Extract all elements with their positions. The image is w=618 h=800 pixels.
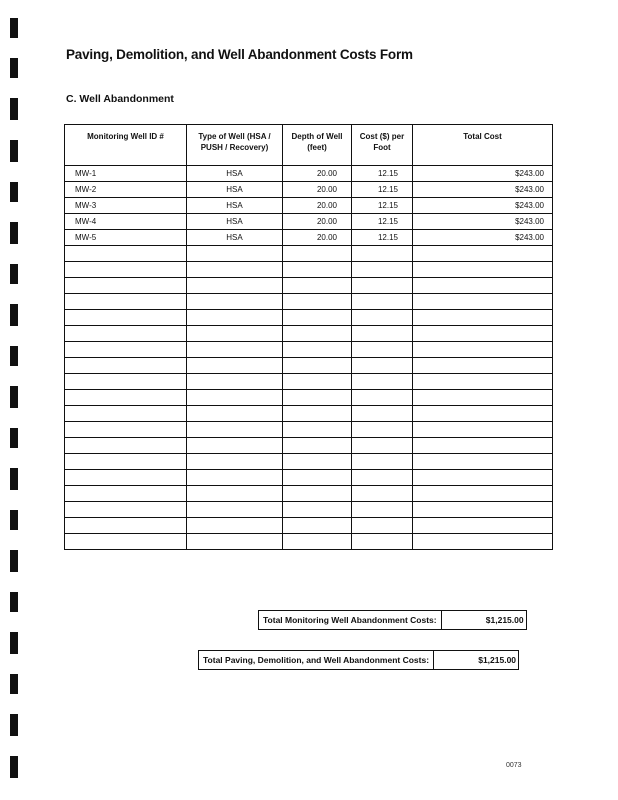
empty-cell (65, 390, 187, 406)
table-row-empty (65, 486, 553, 502)
empty-cell (413, 358, 553, 374)
cell-total: $243.00 (413, 166, 553, 182)
empty-cell (283, 246, 352, 262)
cell-well-id: MW-2 (65, 182, 187, 198)
empty-cell (352, 438, 413, 454)
cell-total: $243.00 (413, 198, 553, 214)
binder-mark (10, 222, 18, 244)
table-row-empty (65, 518, 553, 534)
empty-cell (187, 310, 283, 326)
empty-cell (413, 374, 553, 390)
empty-cell (65, 534, 187, 550)
table-row-empty (65, 310, 553, 326)
cell-depth: 20.00 (283, 166, 352, 182)
empty-cell (187, 374, 283, 390)
empty-cell (413, 390, 553, 406)
empty-cell (352, 326, 413, 342)
cell-depth: 20.00 (283, 230, 352, 246)
page-number: 0073 (506, 762, 522, 769)
empty-cell (413, 406, 553, 422)
empty-cell (283, 278, 352, 294)
section-title: C. Well Abandonment (66, 93, 174, 105)
binder-mark (10, 632, 18, 654)
binder-mark (10, 386, 18, 408)
binder-mark (10, 304, 18, 326)
binder-mark (10, 674, 18, 694)
empty-cell (413, 326, 553, 342)
table-row-empty (65, 422, 553, 438)
empty-cell (187, 390, 283, 406)
empty-cell (65, 358, 187, 374)
cell-well-id: MW-4 (65, 214, 187, 230)
cell-cost-per-foot: 12.15 (352, 166, 413, 182)
table-row-empty (65, 454, 553, 470)
empty-cell (283, 390, 352, 406)
empty-cell (352, 502, 413, 518)
cell-type: HSA (187, 214, 283, 230)
cell-type: HSA (187, 182, 283, 198)
binder-mark (10, 510, 18, 530)
table-row-empty (65, 246, 553, 262)
binder-mark (10, 140, 18, 162)
table-row-empty (65, 326, 553, 342)
empty-cell (187, 278, 283, 294)
cell-well-id: MW-3 (65, 198, 187, 214)
empty-cell (187, 502, 283, 518)
empty-cell (187, 246, 283, 262)
table-row-empty (65, 278, 553, 294)
empty-cell (187, 470, 283, 486)
empty-cell (413, 454, 553, 470)
cell-depth: 20.00 (283, 198, 352, 214)
page-title: Paving, Demolition, and Well Abandonment Costs Form (66, 47, 413, 62)
empty-cell (352, 374, 413, 390)
empty-cell (283, 502, 352, 518)
binder-mark (10, 98, 18, 120)
table-row-empty (65, 358, 553, 374)
well-abandonment-table (64, 124, 553, 550)
empty-cell (283, 422, 352, 438)
empty-cell (352, 518, 413, 534)
col-header-depth: Depth of Well (feet) (283, 125, 352, 166)
empty-cell (187, 438, 283, 454)
empty-cell (413, 438, 553, 454)
empty-cell (413, 534, 553, 550)
empty-cell (352, 422, 413, 438)
empty-cell (65, 246, 187, 262)
empty-cell (283, 486, 352, 502)
empty-cell (65, 278, 187, 294)
empty-cell (65, 438, 187, 454)
col-header-total: Total Cost (413, 125, 553, 166)
cell-well-id: MW-1 (65, 166, 187, 182)
empty-cell (352, 294, 413, 310)
table-row-empty (65, 262, 553, 278)
empty-cell (283, 374, 352, 390)
empty-cell (352, 358, 413, 374)
empty-cell (413, 342, 553, 358)
empty-cell (187, 358, 283, 374)
empty-cell (283, 294, 352, 310)
empty-cell (65, 454, 187, 470)
empty-cell (283, 326, 352, 342)
empty-cell (65, 518, 187, 534)
binder-mark (10, 58, 18, 78)
cell-total: $243.00 (413, 230, 553, 246)
empty-cell (65, 422, 187, 438)
empty-cell (413, 278, 553, 294)
monitoring-total-box (258, 610, 527, 630)
binder-mark (10, 550, 18, 572)
table-row-empty (65, 470, 553, 486)
cell-total: $243.00 (413, 182, 553, 198)
empty-cell (352, 342, 413, 358)
binder-mark (10, 468, 18, 490)
cell-depth: 20.00 (283, 214, 352, 230)
empty-cell (352, 310, 413, 326)
empty-cell (352, 262, 413, 278)
empty-cell (413, 486, 553, 502)
binder-mark (10, 592, 18, 612)
empty-cell (283, 406, 352, 422)
empty-cell (187, 454, 283, 470)
empty-cell (413, 518, 553, 534)
table-row-empty (65, 374, 553, 390)
binder-mark (10, 182, 18, 202)
table-row (65, 166, 553, 182)
empty-cell (283, 342, 352, 358)
empty-cell (413, 502, 553, 518)
table-row-empty (65, 390, 553, 406)
empty-cell (283, 358, 352, 374)
empty-cell (352, 486, 413, 502)
table-row-empty (65, 438, 553, 454)
empty-cell (187, 262, 283, 278)
monitoring-total-value: $1,215.00 (485, 615, 524, 625)
empty-cell (352, 454, 413, 470)
col-header-type: Type of Well (HSA / PUSH / Recovery) (187, 125, 283, 166)
empty-cell (187, 342, 283, 358)
binder-mark (10, 756, 18, 778)
cell-type: HSA (187, 230, 283, 246)
empty-cell (187, 326, 283, 342)
cell-cost-per-foot: 12.15 (352, 230, 413, 246)
empty-cell (413, 262, 553, 278)
cell-type: HSA (187, 166, 283, 182)
empty-cell (65, 406, 187, 422)
cell-cost-per-foot: 12.15 (352, 214, 413, 230)
cell-cost-per-foot: 12.15 (352, 198, 413, 214)
empty-cell (352, 534, 413, 550)
empty-cell (413, 470, 553, 486)
empty-cell (187, 406, 283, 422)
table-row-empty (65, 502, 553, 518)
table-header-row (65, 125, 553, 166)
cell-depth: 20.00 (283, 182, 352, 198)
empty-cell (65, 502, 187, 518)
empty-cell (65, 326, 187, 342)
empty-cell (413, 246, 553, 262)
cell-total: $243.00 (413, 214, 553, 230)
col-header-cost-per-foot: Cost ($) per Foot (352, 125, 413, 166)
empty-cell (187, 534, 283, 550)
grand-total-label: Total Paving, Demolition, and Well Abandonment Costs: (199, 651, 434, 669)
empty-cell (65, 342, 187, 358)
empty-cell (65, 486, 187, 502)
empty-cell (283, 454, 352, 470)
table-row-empty (65, 534, 553, 550)
empty-cell (283, 310, 352, 326)
grand-total-value: $1,215.00 (478, 655, 517, 665)
empty-cell (352, 278, 413, 294)
empty-cell (187, 422, 283, 438)
empty-cell (352, 390, 413, 406)
empty-cell (413, 422, 553, 438)
table-row-empty (65, 294, 553, 310)
empty-cell (283, 262, 352, 278)
table-body (65, 166, 553, 550)
empty-cell (413, 294, 553, 310)
empty-cell (65, 262, 187, 278)
binder-mark (10, 18, 18, 38)
binder-mark (10, 714, 18, 736)
empty-cell (65, 470, 187, 486)
binder-mark (10, 264, 18, 284)
empty-cell (283, 470, 352, 486)
empty-cell (413, 310, 553, 326)
table-row-empty (65, 342, 553, 358)
cell-well-id: MW-5 (65, 230, 187, 246)
empty-cell (352, 246, 413, 262)
empty-cell (283, 518, 352, 534)
cell-type: HSA (187, 198, 283, 214)
table-row (65, 230, 553, 246)
empty-cell (65, 310, 187, 326)
table-row (65, 214, 553, 230)
table-row (65, 198, 553, 214)
empty-cell (187, 486, 283, 502)
monitoring-total-label: Total Monitoring Well Abandonment Costs: (259, 611, 442, 629)
binder-mark (10, 346, 18, 366)
table-row-empty (65, 406, 553, 422)
col-header-well-id: Monitoring Well ID # (65, 125, 187, 166)
empty-cell (352, 406, 413, 422)
empty-cell (352, 470, 413, 486)
empty-cell (65, 374, 187, 390)
binder-mark (10, 428, 18, 448)
empty-cell (187, 294, 283, 310)
empty-cell (283, 438, 352, 454)
empty-cell (65, 294, 187, 310)
empty-cell (283, 534, 352, 550)
grand-total-box (198, 650, 519, 670)
cell-cost-per-foot: 12.15 (352, 182, 413, 198)
table-row (65, 182, 553, 198)
empty-cell (187, 518, 283, 534)
